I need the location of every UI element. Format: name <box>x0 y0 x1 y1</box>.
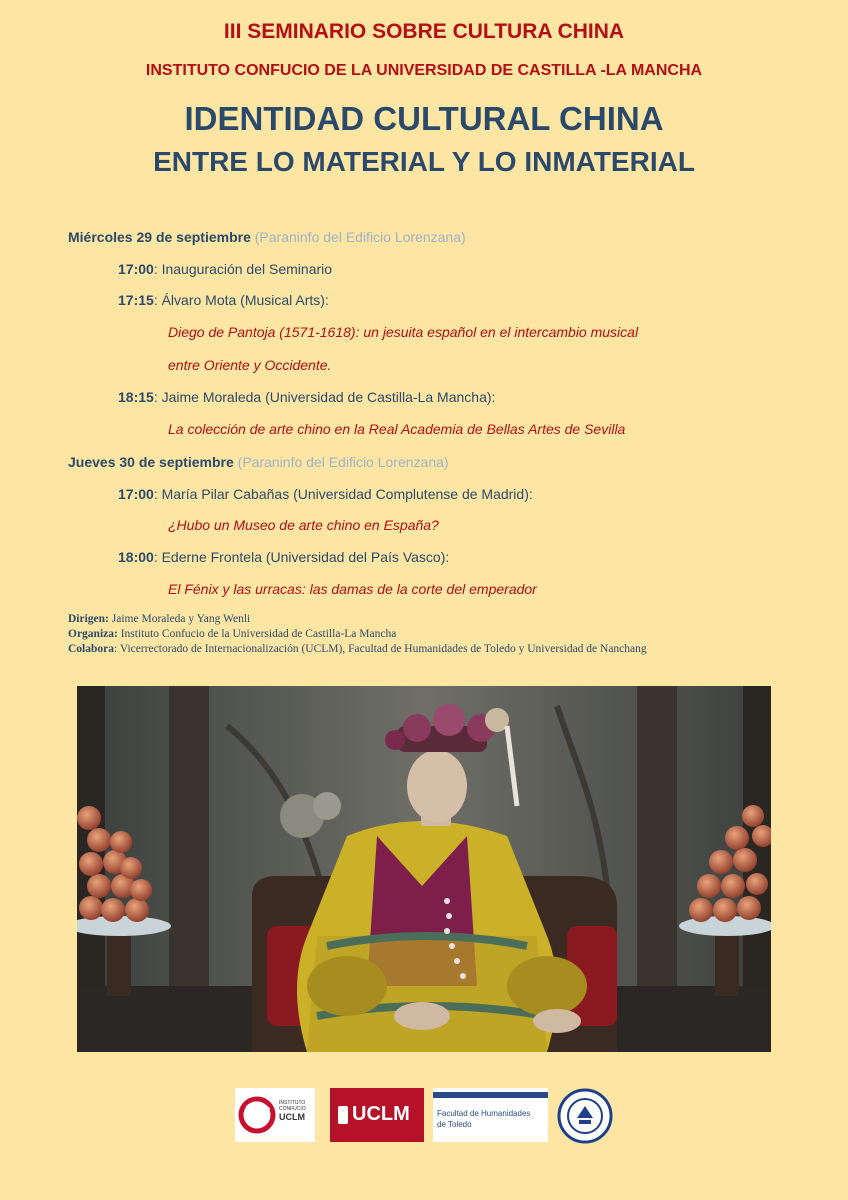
facultad-bar-icon <box>433 1092 548 1098</box>
facultad-logo <box>433 1088 548 1142</box>
talk-title: ¿Hubo un Museo de arte chino en España? <box>168 517 439 533</box>
day-venue: (Paraninfo del Edificio Lorenzana) <box>254 229 466 245</box>
credit-value: Instituto Confucio de la Universidad de Castilla-La Mancha <box>117 628 397 640</box>
talk-entry <box>118 486 533 502</box>
uclm-logo <box>330 1088 424 1142</box>
talk-title-continued: entre Oriente y Occidente. <box>168 357 332 373</box>
talk-entry <box>118 292 329 308</box>
confucio-text: UCLM <box>279 1112 305 1122</box>
credit-value: Jaime Moraleda y Yang Wenli <box>108 613 251 625</box>
talk-speaker: : Álvaro Mota (Musical Arts): <box>153 292 329 308</box>
credit-label: Dirigen: <box>68 613 109 625</box>
talk-speaker: : Jaime Moraleda (Universidad de Castilla-La Mancha): <box>153 389 496 405</box>
talk-speaker: : Ederne Frontela (Universidad del País Vasco): <box>153 549 450 565</box>
seminar-heading: III SEMINARIO SOBRE CULTURA CHINA <box>223 20 625 43</box>
day-date: Jueves 30 de septiembre <box>68 454 234 470</box>
credit-organiza <box>68 628 396 640</box>
credit-colabora <box>68 643 647 655</box>
talk-time: 18:15 <box>118 389 154 405</box>
confucio-uclm-logo <box>235 1088 315 1142</box>
talk-title: El Fénix y las urracas: las damas de la corte del emperador <box>168 581 537 597</box>
main-subtitle: ENTRE LO MATERIAL Y LO INMATERIAL <box>153 146 695 177</box>
day-heading <box>68 229 466 245</box>
talk-entry <box>118 261 332 277</box>
talk-title: La colección de arte chino en la Real Academia de Bellas Artes de Sevilla <box>168 421 626 437</box>
main-title: IDENTIDAD CULTURAL CHINA <box>184 100 664 137</box>
talk-entry <box>118 389 495 405</box>
talk-speaker: : María Pilar Cabañas (Universidad Complutense de Madrid): <box>153 486 533 502</box>
empress-photograph <box>77 686 771 1052</box>
talk-time: 17:15 <box>118 292 154 308</box>
talk-entry <box>118 549 449 565</box>
day-date: Miércoles 29 de septiembre <box>68 229 251 245</box>
institute-heading: INSTITUTO CONFUCIO DE LA UNIVERSIDAD DE CASTILLA -LA MANCHA <box>145 62 703 79</box>
talk-title: Diego de Pantoja (1571-1618): un jesuita español en el intercambio musical <box>168 324 639 340</box>
uclm-emblem-icon <box>338 1106 348 1124</box>
credit-dirigen <box>68 613 250 625</box>
talk-time: 17:00 <box>118 486 154 502</box>
talk-time: 18:00 <box>118 549 154 565</box>
talk-time: 17:00 <box>118 261 154 277</box>
day-heading <box>68 454 449 470</box>
uclm-text: UCLM <box>352 1103 410 1125</box>
facultad-text: de Toledo <box>437 1120 472 1129</box>
talk-speaker: : Inauguración del Seminario <box>153 261 333 277</box>
confucio-text: CONFUCIO <box>279 1106 306 1112</box>
credit-value: : Vicerrectorado de Internacionalización (UCLM), Facultad de Humanidades de Toledo y Universidad de Nanchang <box>114 643 647 655</box>
credit-label: Organiza: <box>68 628 118 640</box>
day-venue: (Paraninfo del Edificio Lorenzana) <box>237 454 449 470</box>
confucio-text: INSTITUTO <box>279 1100 306 1106</box>
credit-label: Colabora <box>68 643 114 655</box>
facultad-text: Facultad de Humanidades <box>437 1109 531 1118</box>
nanchang-university-seal <box>557 1088 613 1142</box>
